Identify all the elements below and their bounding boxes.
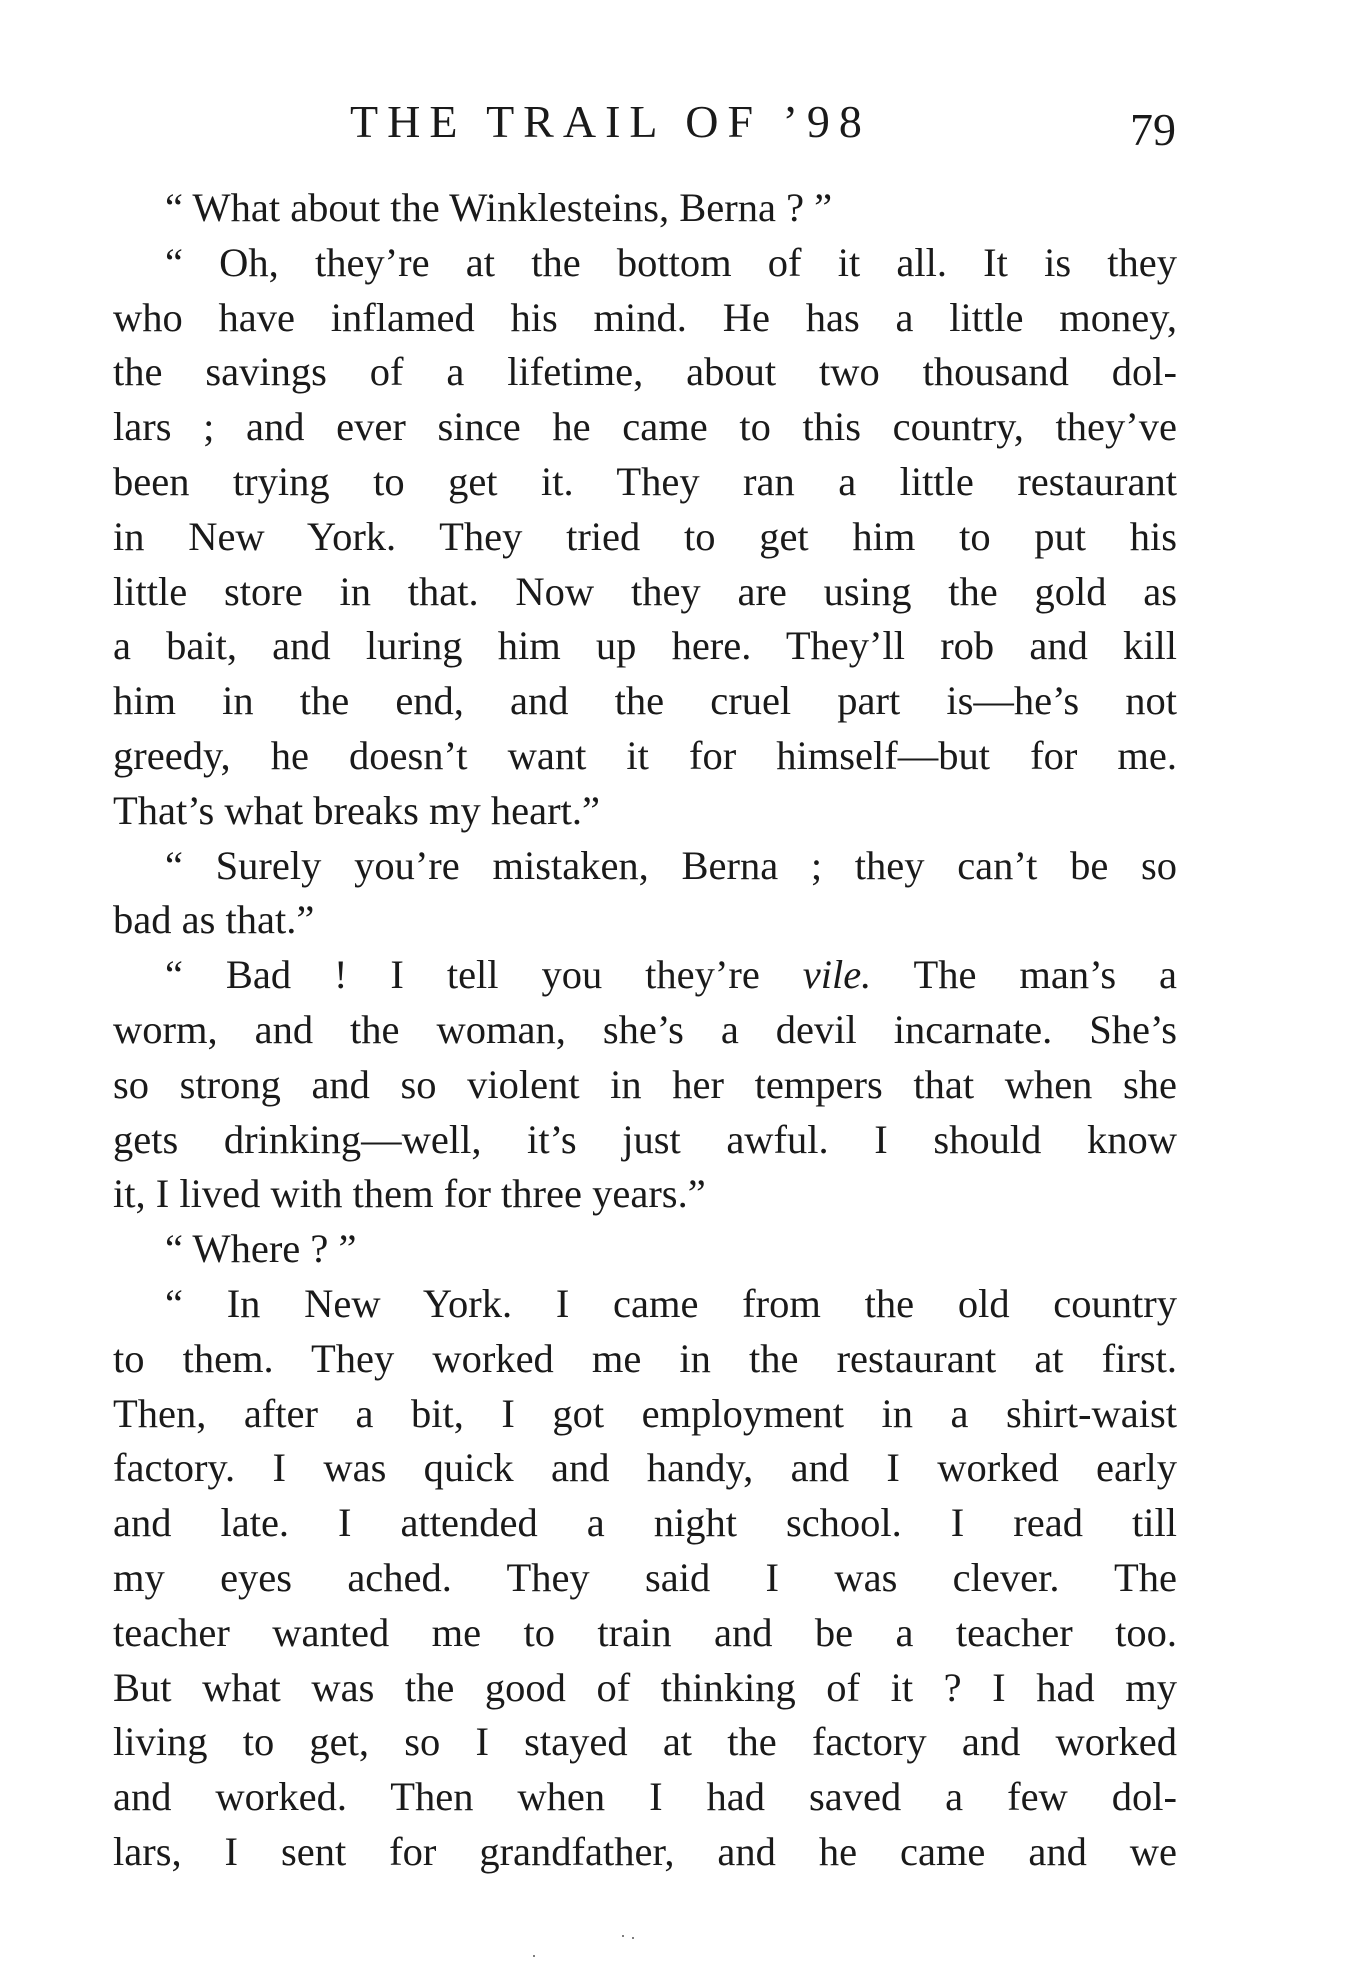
text-line-with-italic: [113, 948, 1177, 1003]
print-speck: [632, 1937, 634, 1939]
text-line: “ What about the Winklesteins, Berna ? ”: [165, 185, 833, 230]
text-segment: “ Bad ! I tell you they’re: [165, 952, 803, 998]
running-head: THE TRAIL OF ’98: [350, 96, 871, 147]
text-line: the savings of a lifetime, about two thousand dol-: [113, 349, 1177, 395]
text-line: worm, and the woman, she’s a devil incarnate. She’s: [113, 1006, 1177, 1052]
text-line: him in the end, and the cruel part is—he’s not: [113, 678, 1177, 724]
text-line: greedy, he doesn’t want it for himself—but for me.: [113, 732, 1177, 778]
print-speck: [622, 1935, 624, 1937]
text-line: “ In New York. I came from the old country: [165, 1280, 1177, 1326]
body-text: [113, 181, 1177, 1880]
text-line: in New York. They tried to get him to put his: [113, 513, 1177, 559]
text-line: factory. I was quick and handy, and I worked early: [113, 1445, 1177, 1491]
text-line: it, I lived with them for three years.”: [113, 1171, 706, 1217]
text-line: teacher wanted me to train and be a teacher too.: [113, 1609, 1177, 1655]
text-line: Then, after a bit, I got employment in a shirt-waist: [113, 1390, 1177, 1436]
text-line: been trying to get it. They ran a little restaurant: [113, 458, 1177, 504]
print-speck: [533, 1955, 535, 1957]
text-line: little store in that. Now they are using the gold as: [113, 568, 1177, 614]
text-segment: The man’s a: [871, 952, 1177, 998]
text-line: living to get, so I stayed at the factory and worked: [113, 1719, 1177, 1765]
text-line: and late. I attended a night school. I read till: [113, 1500, 1177, 1546]
text-line: to them. They worked me in the restaurant at first.: [113, 1335, 1177, 1381]
text-line: But what was the good of thinking of it ? I had my: [113, 1664, 1177, 1710]
text-line: gets drinking—well, it’s just awful. I should know: [113, 1116, 1177, 1162]
text-line: my eyes ached. They said I was clever. The: [113, 1554, 1177, 1600]
text-line: and worked. Then when I had saved a few dol-: [113, 1774, 1177, 1820]
text-line: who have inflamed his mind. He has a little money,: [113, 294, 1177, 340]
text-line: lars, I sent for grandfather, and he came and we: [113, 1828, 1177, 1874]
page-number: 79: [1130, 104, 1176, 155]
text-line: “ Oh, they’re at the bottom of it all. It is they: [165, 239, 1177, 285]
text-line: “ Where ? ”: [165, 1226, 357, 1272]
italic-word: vile.: [802, 952, 872, 998]
text-line: lars ; and ever since he came to this country, they’ve: [113, 404, 1177, 450]
text-line: bad as that.”: [113, 897, 315, 943]
text-line: That’s what breaks my heart.”: [113, 787, 600, 833]
text-line: a bait, and luring him up here. They’ll rob and kill: [113, 623, 1177, 669]
text-line: so strong and so violent in her tempers that when she: [113, 1061, 1177, 1107]
text-line: “ Surely you’re mistaken, Berna ; they can’t be so: [165, 842, 1177, 888]
